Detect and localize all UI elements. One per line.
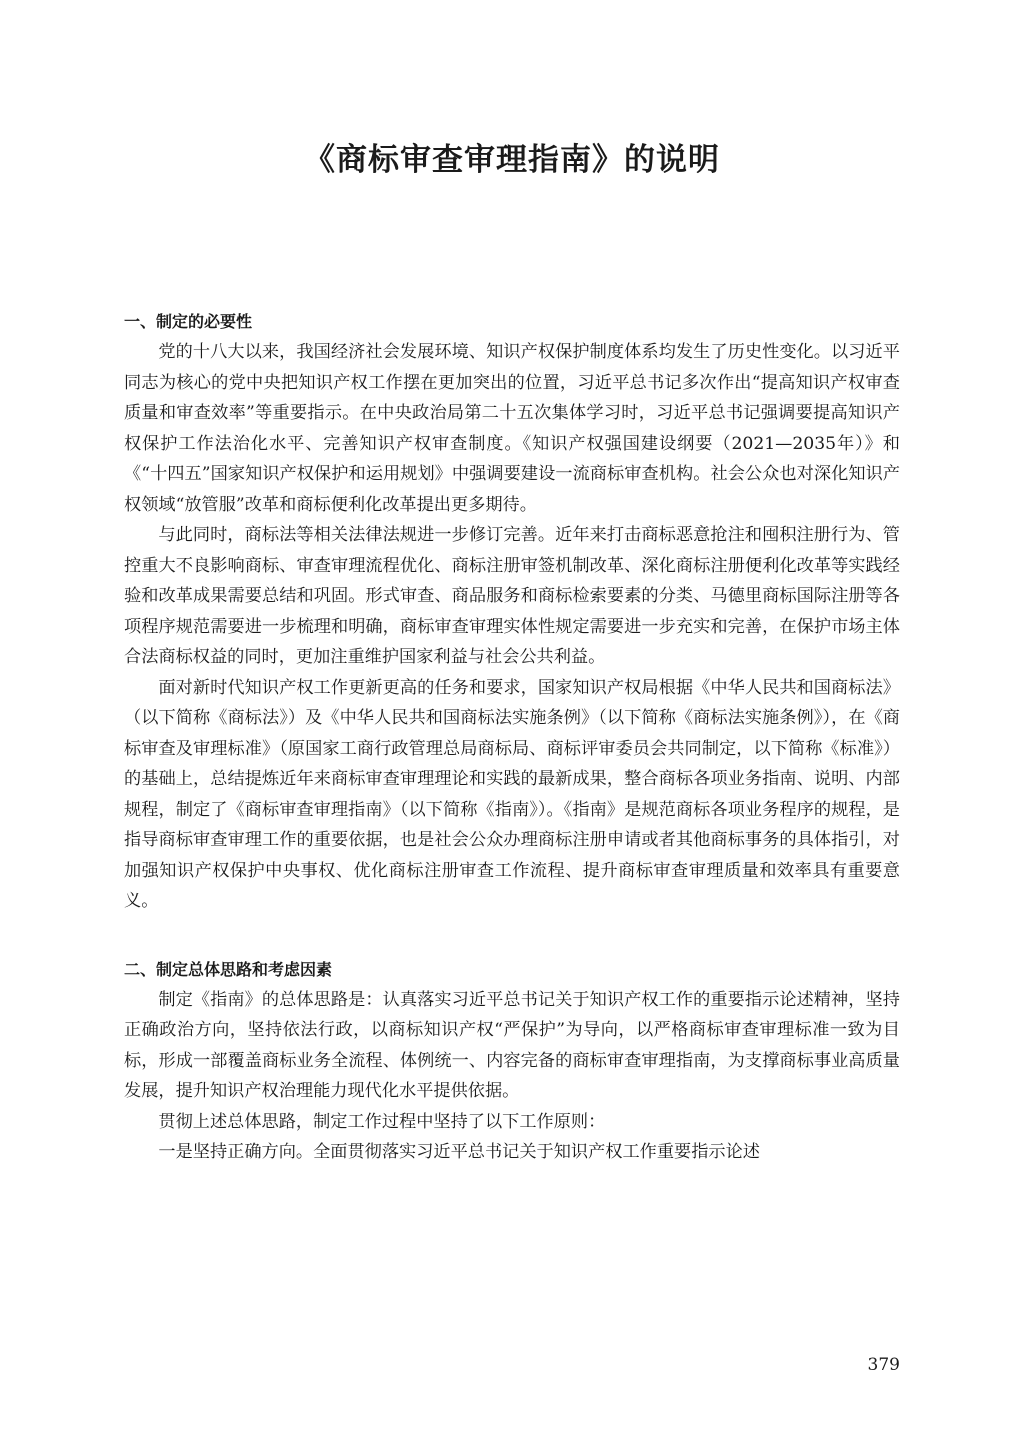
page-number: 379	[867, 1355, 900, 1375]
paragraph: 制定《指南》的总体思路是：认真落实习近平总书记关于知识产权工作的重要指示论述精神，坚持正确政治方向，坚持依法行政，以商标知识产权“严保护”为导向，以严格商标审查审理标准一致为目标，形成一部覆盖商标业务全流程、体例统一、内容完备的商标审查审理指南，为支撑商标事业高质量发展，提升知识产权治理能力现代化水平提供依据。	[124, 989, 900, 1101]
paragraph: 一是坚持正确方向。全面贯彻落实习近平总书记关于知识产权工作重要指示论述	[158, 1142, 760, 1162]
paragraph: 党的十八大以来，我国经济社会发展环境、知识产权保护制度体系均发生了历史性变化。以习近平同志为核心的党中央把知识产权工作摆在更加突出的位置，习近平总书记多次作出“提高知识产权审查质量和审查效率”等重要指示。在中央政治局第二十五次集体学习时，习近平总书记强调要提高知识产权保护工作法治化水平、完善知识产权审查制度。《知识产权强国建设纲要（2021—2035年）》和《“十四五”国家知识产权保护和运用规划》中强调要建设一流商标审查机构。社会公众也对深化知识产权领域“放管服”改革和商标便利化改革提出更多期待。	[124, 342, 900, 515]
section-heading: 二、制定总体思路和考虑因素	[124, 959, 333, 979]
paragraph: 面对新时代知识产权工作更新更高的任务和要求，国家知识产权局根据《中华人民共和国商标法》（以下简称《商标法》）及《中华人民共和国商标法实施条例》（以下简称《商标法实施条例》），在《商标审查及审理标准》（原国家工商行政管理总局商标局、商标评审委员会共同制定，以下简称《标准》）的基础上，总结提炼近年来商标审查审理理论和实践的最新成果，整合商标各项业务指南、说明、内部规程，制定了《商标审查审理指南》（以下简称《指南》）。《指南》是规范商标各项业务程序的规程，是指导商标审查审理工作的重要依据，也是社会公众办理商标注册申请或者其他商标事务的具体指引，对加强知识产权保护中央事权、优化商标注册审查工作流程、提升商标审查审理质量和效率具有重要意义。	[124, 677, 900, 911]
document-body	[124, 307, 900, 1168]
section-heading: 一、制定的必要性	[124, 312, 253, 331]
paragraph: 贯彻上述总体思路，制定工作过程中坚持了以下工作原则：	[158, 1111, 606, 1132]
section-overall-approach	[124, 955, 900, 1168]
page-title: 《商标审查审理指南》的说明	[304, 142, 720, 178]
paragraph: 与此同时，商标法等相关法律法规进一步修订完善。近年来打击商标恶意抢注和囤积注册行为、管控重大不良影响商标、审查审理流程优化、商标注册审签机制改革、深化商标注册便利化改革等实践经验和改革成果需要总结和巩固。形式审查、商品服务和商标检索要素的分类、马德里商标国际注册等各项程序规范需要进一步梳理和明确，商标审查审理实体性规定需要进一步充实和完善，在保护市场主体合法商标权益的同时，更加注重维护国家利益与社会公共利益。	[124, 525, 900, 667]
section-necessity	[124, 307, 900, 917]
